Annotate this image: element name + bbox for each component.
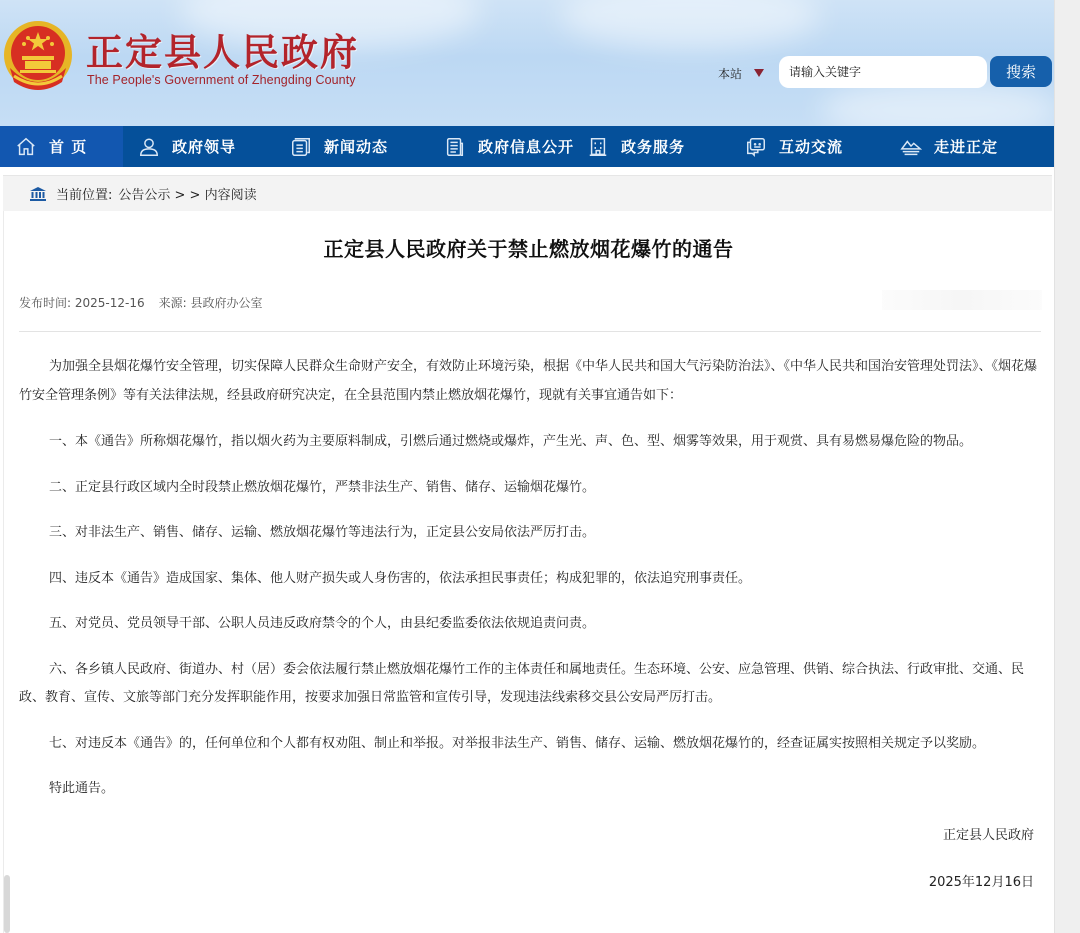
nav-label: 走进正定	[934, 138, 999, 156]
signature: 正定县人民政府	[942, 828, 1034, 843]
site-title: 正定县人民政府	[86, 30, 359, 74]
site-subtitle: The People's Government of Zhengding County	[87, 73, 356, 87]
page-gutter	[1054, 0, 1080, 933]
person-icon	[138, 136, 160, 158]
paragraph-6: 六、各乡镇人民政府、街道办、村（居）委会依法履行禁止燃放烟花爆竹工作的主体责任和属地责任。生态环境、公安、应急管理、供销、综合执法、行政审批、交通、民政、教育、宣传、文旅等部门充分发挥职能作用，按要求加强日常监管和宣传引导，发现违法线索移交县公安局严厉打击。	[19, 661, 1025, 705]
building-icon	[587, 136, 609, 158]
nav-label: 互动交流	[779, 138, 844, 156]
bank-building-icon	[30, 187, 46, 201]
paragraph-intro: 为加强全县烟花爆竹安全管理，切实保障人民群众生命财产安全，有效防止环境污染，根据《中华人民共和国大气污染防治法》、《中华人民共和国治安管理处罚法》、《烟花爆竹安全管理条例》等有关法律法规，经县政府研究决定，在全县范围内禁止燃放烟花爆竹，现就有关事宜通告如下：	[19, 359, 1038, 403]
nav-item-about-zhengding[interactable]	[897, 126, 1054, 167]
paragraph-closing: 特此通告。	[49, 781, 115, 796]
scrollbar-thumb[interactable]	[4, 875, 10, 933]
nav-label: 政府领导	[172, 138, 237, 156]
paragraph-5: 五、对党员、党员领导干部、公职人员违反政府禁令的个人，由县纪委监委依法依规追责问责。	[49, 616, 596, 631]
article-source: 来源: 县政府办公室	[158, 296, 263, 310]
publish-date: 发布时间: 2025-12-16	[19, 296, 145, 310]
nav-label: 新闻动态	[324, 138, 389, 156]
nav-item-news[interactable]	[276, 126, 431, 167]
article-title: 正定县人民政府关于禁止燃放烟花爆竹的通告	[323, 237, 734, 261]
sign-date: 2025年12月16日	[928, 875, 1034, 890]
nav-item-services[interactable]	[587, 126, 742, 167]
main-nav	[0, 126, 1054, 167]
nav-item-gov-info[interactable]	[431, 126, 587, 167]
national-emblem-icon	[2, 18, 74, 94]
nav-item-interaction[interactable]	[742, 126, 897, 167]
nav-label: 政务服务	[621, 138, 686, 156]
paragraph-3: 三、对非法生产、销售、储存、运输、燃放烟花爆竹等违法行为，正定县公安局依法严厉打击。	[49, 525, 596, 540]
chat-icon	[745, 136, 767, 158]
landscape-icon	[900, 136, 922, 158]
breadcrumb-prefix: 当前位置:	[56, 188, 113, 203]
paragraph-7: 七、对违反本《通告》的，任何单位和个人都有权劝阻、制止和举报。对举报非法生产、销售、储存、运输、燃放烟花爆竹的，经查证属实按照相关规定予以奖励。	[49, 735, 986, 751]
paragraph-2: 二、正定县行政区域内全时段禁止燃放烟花爆竹，严禁非法生产、销售、储存、运输烟花爆竹。	[49, 479, 596, 495]
nav-label: 首 页	[49, 138, 88, 156]
nav-item-home[interactable]	[0, 126, 123, 167]
article-meta	[19, 294, 262, 311]
breadcrumb	[3, 175, 1052, 211]
article-body	[19, 353, 1041, 821]
caret-down-icon	[754, 69, 764, 77]
document-icon	[444, 136, 466, 158]
article-tools-blurred	[882, 290, 1042, 310]
home-icon	[15, 136, 37, 158]
search-button[interactable]: 搜索	[990, 56, 1052, 87]
search-scope-value: 本站	[718, 66, 743, 81]
search-scope-select[interactable]	[718, 63, 774, 83]
divider	[19, 331, 1041, 332]
site-header	[0, 0, 1054, 126]
nav-item-leaders[interactable]	[123, 126, 276, 167]
paragraph-1: 一、本《通告》所称烟花爆竹，指以烟火药为主要原料制成，引燃后通过燃烧或爆炸，产生光、声、色、型、烟雾等效果，用于观赏、具有易燃易爆危险的物品。	[49, 434, 973, 449]
news-icon	[290, 136, 312, 158]
breadcrumb-path[interactable]: 公告公示 > > 内容阅读	[118, 188, 257, 203]
search-input[interactable]	[779, 56, 987, 88]
paragraph-4: 四、违反本《通告》造成国家、集体、他人财产损失或人身伤害的，依法承担民事责任；构成犯罪的，依法追究刑事责任。	[49, 570, 752, 586]
article	[3, 211, 1052, 933]
nav-label: 政府信息公开	[478, 138, 575, 156]
